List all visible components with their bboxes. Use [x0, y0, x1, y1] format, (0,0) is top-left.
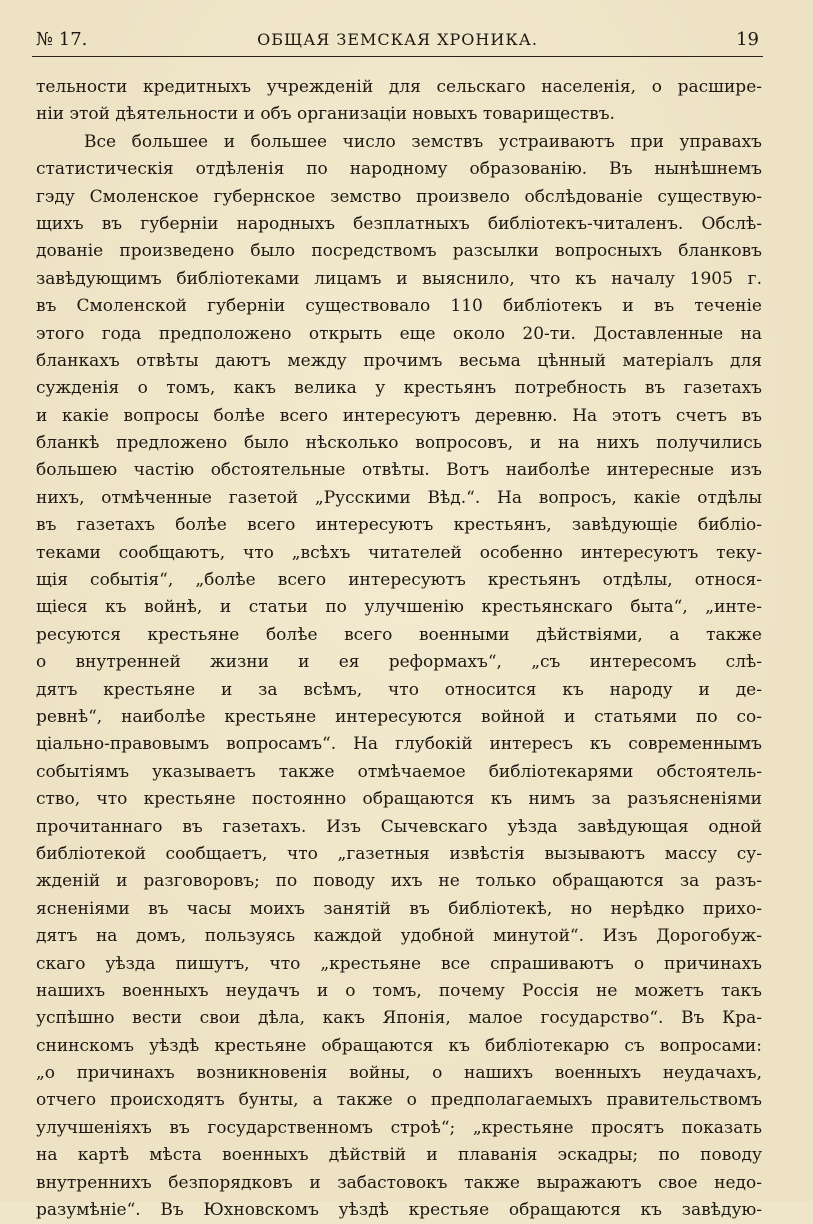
text-line: событіямъ указываетъ также отмѣчаемое библіотекарями обстоятель- — [36, 761, 762, 782]
text-line: тельности кредитныхъ учрежденій для сельскаго населенія, о расшире- — [36, 77, 762, 97]
text-line: ревнѣ“, наиболѣе крестьяне интересуются войной и статьями по со- — [36, 706, 762, 727]
text-line: въ Смоленской губерніи существовало 110 библіотекъ и въ теченіе — [36, 296, 762, 317]
text-line: этого года предположено открыть еще около 20-ти. Доставленные на — [36, 323, 762, 344]
text-line: нашихъ военныхъ неудачъ и о томъ, почему Россія не можетъ такъ — [36, 980, 762, 1001]
text-line: разумѣніе“. Въ Юхновскомъ уѣздѣ крестьяе обращаются къ завѣдую- — [36, 1200, 762, 1221]
text-line: дятъ крестьяне и за всѣмъ, что относится къ народу и де- — [36, 679, 762, 700]
text-line: дованіе произведено было посредствомъ разсылки вопросныхъ бланковъ — [36, 241, 762, 262]
text-line: теками сообщаютъ, что „всѣхъ читателей особенно интересуютъ теку- — [36, 542, 762, 563]
text-line: ніи этой дѣятельности и объ организаціи новыхъ товариществъ. — [36, 104, 615, 125]
text-line: внутреннихъ безпорядковъ и забастовокъ также выражаютъ свое недо- — [36, 1172, 762, 1193]
text-line: въ газетахъ болѣе всего интересуютъ крестьянъ, завѣдующіе библіо- — [36, 515, 762, 536]
issue-number: № 17. — [36, 29, 88, 50]
text-line: скаго уѣзда пишутъ, что „крестьяне все спрашиваютъ о причинахъ — [36, 953, 762, 974]
text-line: снинскомъ уѣздѣ крестьяне обращаются къ библіотекарю съ вопросами: — [36, 1035, 762, 1056]
text-line: успѣшно вести свои дѣла, какъ Японія, малое государство“. Въ Кра- — [36, 1008, 762, 1029]
text-line: завѣдующимъ библіотеками лицамъ и выяснило, что къ началу 1905 г. — [36, 268, 762, 289]
text-line: большею частію обстоятельные отвѣты. Вотъ наиболѣе интересные изъ — [36, 460, 762, 481]
header-rule — [32, 56, 763, 57]
text-line: сужденія о томъ, какъ велика у крестьянъ потребность въ газетахъ — [36, 378, 762, 399]
text-line: нихъ, отмѣченные газетой „Русскими Вѣд.“. На вопросъ, какіе отдѣлы — [36, 487, 762, 508]
text-line: щихъ въ губерніи народныхъ безплатныхъ библіотекъ-читаленъ. Обслѣ- — [36, 213, 762, 234]
text-line: библіотекой сообщаетъ, что „газетныя извѣстія вызываютъ массу су- — [36, 843, 762, 864]
text-line: и какіе вопросы болѣе всего интересуютъ деревню. На этотъ счетъ въ — [36, 405, 762, 426]
text-line: статистическія отдѣленія по народному образованію. Въ нынѣшнемъ — [36, 159, 762, 180]
text-line: ство, что крестьяне постоянно обращаются къ нимъ за разъясненіями — [36, 789, 762, 810]
text-line: „о причинахъ возникновенія войны, о нашихъ военныхъ неудачахъ, — [36, 1063, 762, 1084]
text-line: щія событія“, „болѣе всего интересуютъ крестьянъ отдѣлы, относя- — [36, 570, 762, 591]
text-line: о внутренней жизни и ея реформахъ“, „съ интересомъ слѣ- — [36, 652, 762, 673]
text-line: улучшеніяхъ въ государственномъ строѣ“; „крестьяне просятъ показать — [36, 1117, 762, 1138]
body-text — [36, 74, 762, 1224]
text-line: жденій и разговоровъ; по поводу ихъ не только обращаются за разъ- — [36, 871, 762, 892]
text-line: на картѣ мѣста военныхъ дѣйствій и плаванія эскадры; по поводу — [36, 1145, 762, 1166]
text-line: прочитаннаго въ газетахъ. Изъ Сычевскаго уѣзда завѣдующая одной — [36, 816, 762, 837]
text-line: дятъ на домъ, пользуясь каждой удобной минутой“. Изъ Дорогобуж- — [36, 926, 762, 947]
text-line: ціально-правовымъ вопросамъ“. На глубокій интересъ къ современнымъ — [36, 734, 762, 755]
text-line: ресуются крестьяне болѣе всего военными дѣйствіями, а также — [36, 624, 762, 645]
section-title: ОБЩАЯ ЗЕМСКАЯ ХРОНИКА. — [257, 30, 538, 49]
text-line: отчего происходятъ бунты, а также о предполагаемыхъ правительствомъ — [36, 1090, 762, 1111]
running-header — [36, 28, 759, 52]
page-number: 19 — [736, 29, 759, 50]
text-line: бланкѣ предложено было нѣсколько вопросовъ, и на нихъ получились — [36, 433, 762, 454]
text-line: Все большее и большее число земствъ устраиваютъ при управахъ — [84, 131, 762, 152]
text-line: гэду Смоленское губернское земство произвело обслѣдованіе существую- — [36, 186, 762, 207]
text-line: ясненіями въ часы моихъ занятій въ библіотекѣ, но нерѣдко прихо- — [36, 898, 762, 919]
text-line: бланкахъ отвѣты даютъ между прочимъ весьма цѣнный матеріалъ для — [36, 350, 762, 371]
text-line: щіеся къ войнѣ, и статьи по улучшенію крестьянскаго быта“, „инте- — [36, 597, 762, 618]
